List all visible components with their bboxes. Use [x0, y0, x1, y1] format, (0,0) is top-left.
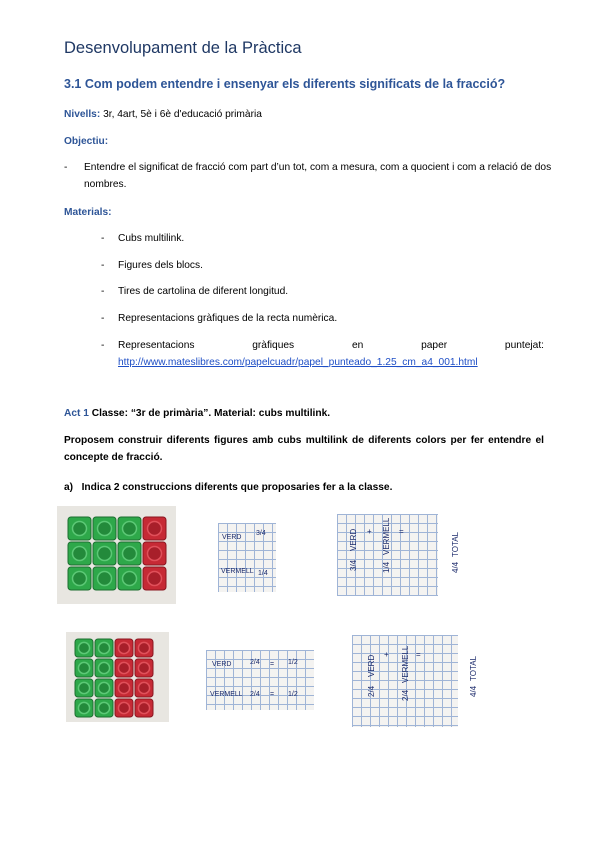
question-text: Indica 2 construccions diferents que proposaries fer a la classe. [81, 482, 393, 493]
cube-hole [123, 547, 137, 561]
handwriting-text: = [416, 650, 421, 659]
handwriting-text: 1/2 [288, 691, 298, 698]
handwriting-text: = [399, 527, 404, 536]
handwriting-text: VERMELL [210, 691, 243, 698]
levels-label: Nivells: [64, 109, 101, 120]
materials-bullet: - [101, 340, 105, 351]
handwriting-text: VERD [222, 534, 242, 541]
cube-hole [98, 642, 109, 653]
handwritten-sum-sheet-2 [352, 635, 478, 727]
cube-hole [123, 572, 137, 586]
handwriting-text: 2/4 [250, 659, 260, 666]
cube-hole [138, 702, 149, 713]
materials-link[interactable]: http://www.mateslibres.com/papelcuadr/papel_punteado_1.25_cm_a4_001.html [118, 357, 478, 368]
handwriting-text: 4/4 [469, 685, 478, 697]
cube-hole [118, 662, 129, 673]
activity-label: Act 1 [64, 408, 89, 419]
cube-hole [148, 547, 162, 561]
material-item: Figures dels blocs. [118, 260, 203, 271]
handwriting-text: VERD [367, 654, 376, 677]
cube-hole [138, 662, 149, 673]
cube-hole [78, 682, 89, 693]
handwriting-text: VERD [349, 528, 358, 551]
cube-hole [78, 702, 89, 713]
section-title: 3.1 Com podem entendre i ensenyar els diferents significats de la fracció? [64, 77, 506, 91]
levels-value: 3r, 4art, 5è i 6è d'educació primària [100, 109, 262, 120]
handwriting-text: + [367, 527, 372, 536]
handwriting-text: + [384, 650, 389, 659]
cube-hole [98, 682, 109, 693]
materials-bullet: - [101, 260, 105, 271]
handwriting-text: TOTAL [451, 531, 460, 557]
handwriting-text: 4/4 [451, 561, 460, 573]
materials-bullet: - [101, 313, 105, 324]
activity-paragraph: Proposem construir diferents figures amb cubs multilink de diferents colors per fer entendre el concepte de fracció. [64, 435, 544, 463]
handwriting-text: VERMELL [401, 645, 410, 683]
handwriting-text: TOTAL [469, 655, 478, 681]
material-item: Representacions gràfiques de la recta numèrica. [118, 313, 338, 324]
cube-hole [98, 662, 109, 673]
cube-hole [138, 682, 149, 693]
cube-hole [98, 522, 112, 536]
handwriting-text: 1/4 [382, 561, 391, 573]
activity-line [64, 405, 330, 422]
cubes-photo-3-4 [57, 506, 176, 604]
cube-hole [148, 522, 162, 536]
handwriting-text: = [270, 691, 275, 698]
handwriting-text: 2/4 [401, 689, 410, 701]
cube-hole [73, 572, 87, 586]
handwriting-text: 3/4 [349, 559, 358, 571]
handwriting-text: = [270, 661, 275, 668]
objective-bullet: - [64, 162, 68, 173]
material-item: Tires de cartolina de diferent longitud. [118, 286, 289, 297]
materials-bullet: - [101, 286, 105, 297]
handwriting-text: VERD [212, 661, 232, 668]
question-line [64, 479, 392, 496]
objective-text: Entendre el significat de fracció com part d’un tot, com a mesura, com a quocient i com a relació de dos nombres. [84, 162, 552, 190]
cubes-photo-2-4 [66, 632, 169, 722]
handwritten-sum-sheet [337, 514, 460, 596]
cube-hole [98, 702, 109, 713]
handwriting-text: 1/2 [288, 659, 298, 666]
cube-hole [118, 642, 129, 653]
material-item: Cubs multilink. [118, 233, 185, 244]
cube-hole [118, 702, 129, 713]
activity-class-text: Classe: “3r de primària”. Material: cubs multilink. [88, 408, 331, 419]
handwriting-text: 2/4 [250, 691, 260, 698]
cube-hole [98, 572, 112, 586]
handwriting-text: VERMELL [382, 517, 391, 555]
cube-hole [78, 642, 89, 653]
cube-hole [138, 642, 149, 653]
page-title: Desenvolupament de la Pràctica [64, 39, 302, 57]
cube-hole [98, 547, 112, 561]
materials-label: Materials: [64, 207, 112, 218]
question-letter: a) [64, 482, 74, 493]
cube-hole [123, 522, 137, 536]
handwritten-fraction-sheet [218, 523, 276, 592]
cube-hole [73, 547, 87, 561]
handwriting-text: 2/4 [367, 685, 376, 697]
cube-hole [73, 522, 87, 536]
cube-hole [78, 662, 89, 673]
handwriting-text: 3/4 [256, 530, 266, 537]
levels-line [64, 106, 262, 123]
handwriting-text: 1/4 [258, 570, 268, 577]
materials-bullet: - [101, 233, 105, 244]
handwritten-equivalence-sheet [206, 650, 314, 710]
material-item: Representacions gràfiques en paper puntejat: [118, 340, 544, 351]
cube-hole [148, 572, 162, 586]
cube-hole [118, 682, 129, 693]
objective-label: Objectiu: [64, 136, 109, 147]
handwriting-text: VERMELL [221, 568, 254, 575]
